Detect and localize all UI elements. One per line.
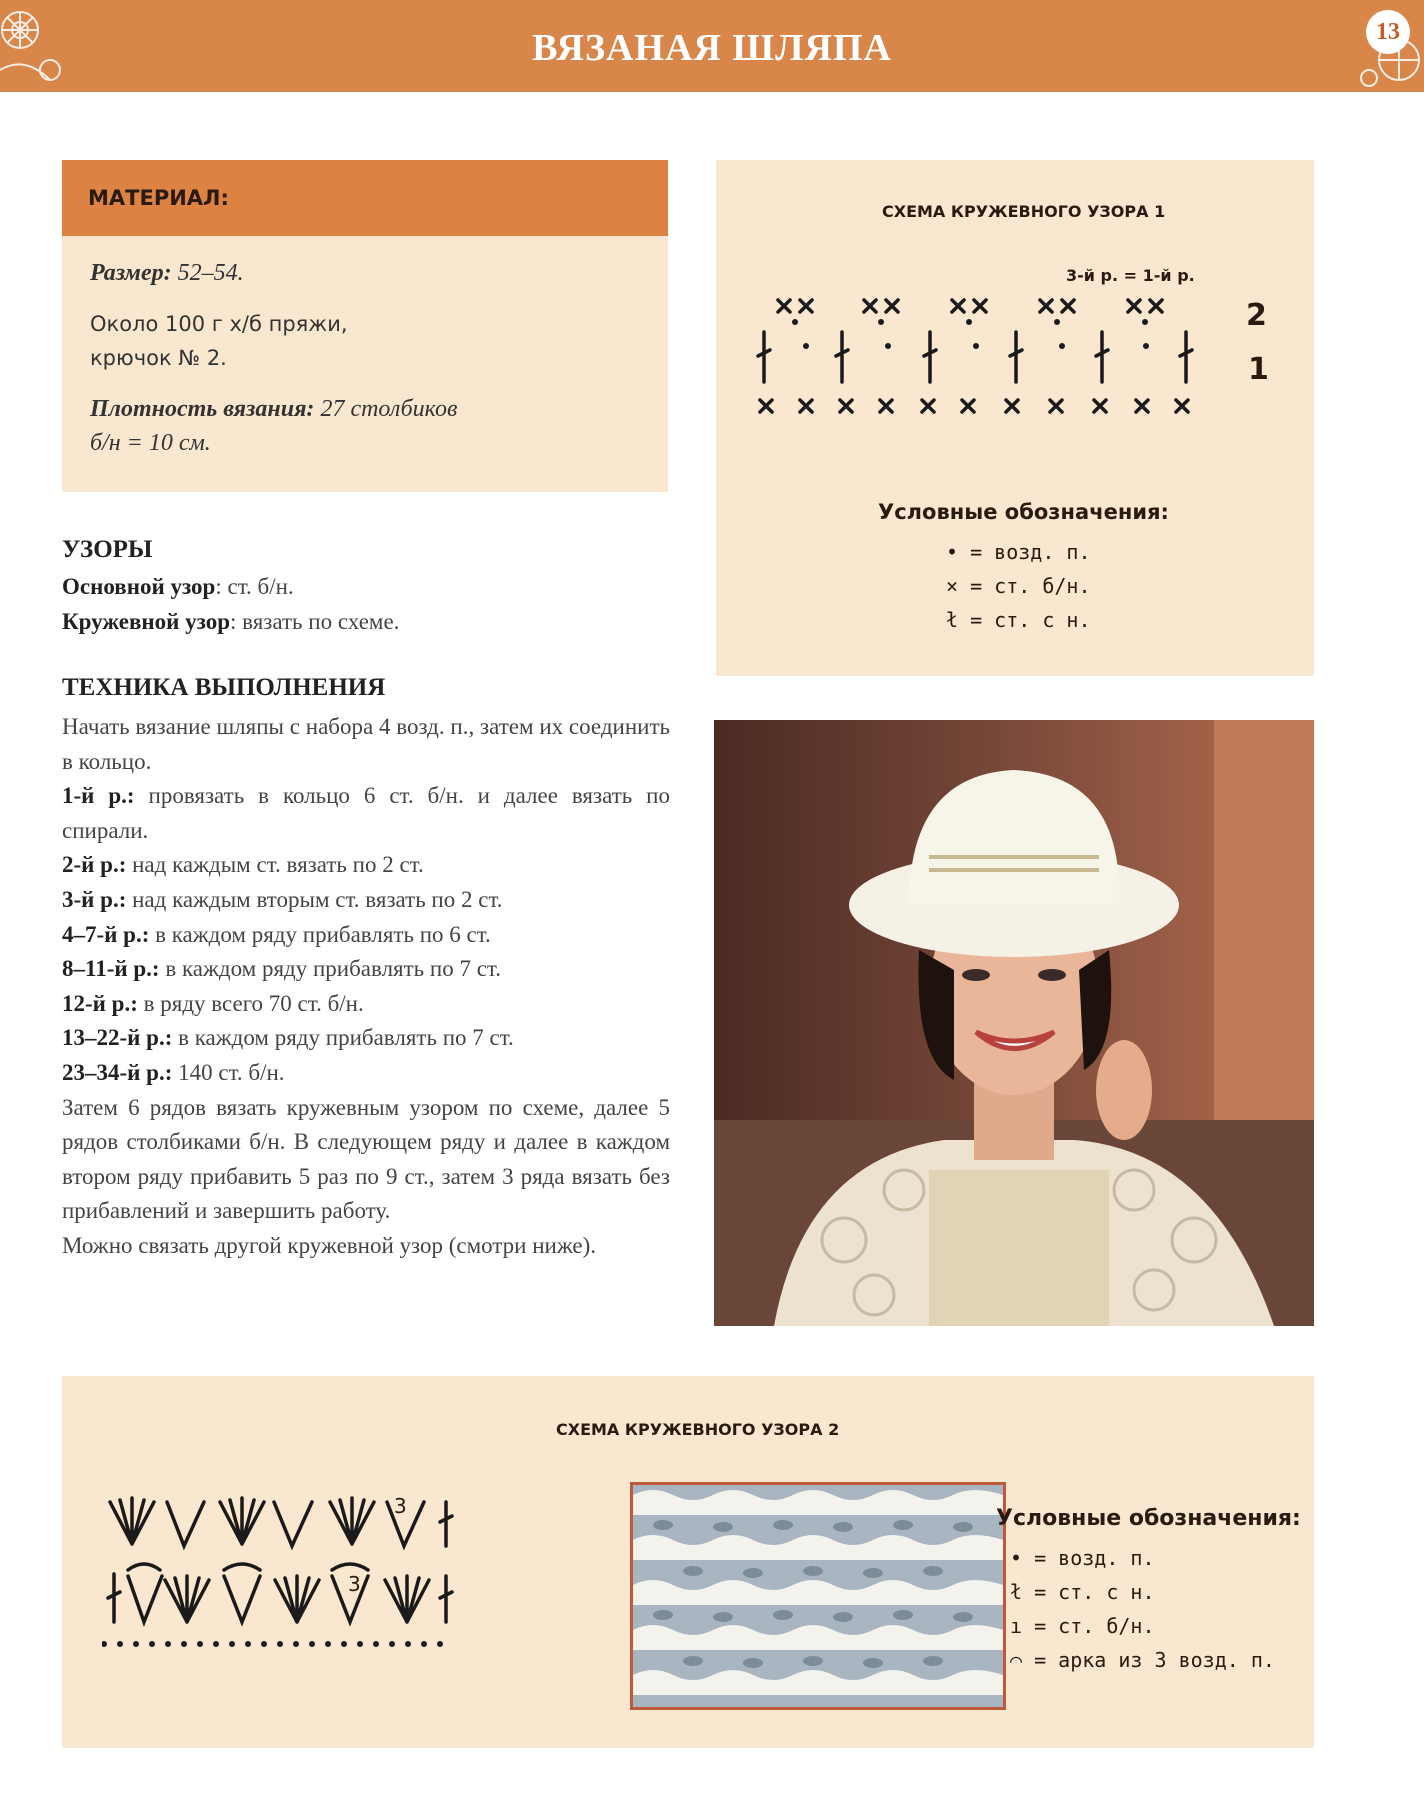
material-heading-bar xyxy=(62,160,668,236)
technique-text xyxy=(62,710,670,1264)
row-2: 2-й р.: над каждым ст. вязать по 2 ст. xyxy=(62,852,424,878)
main-pattern-line: Основной узор: ст. б/н. xyxy=(62,574,294,599)
size-line xyxy=(90,260,244,287)
lace-pattern-line: Кружевной узор: вязать по схеме. xyxy=(62,608,400,634)
page-number: 13 xyxy=(1366,10,1410,54)
arch-icon: ⌒ xyxy=(1010,1648,1023,1672)
row-8-11: 8–11-й р.: в каждом ряду прибавлять по 7 ст. xyxy=(62,956,501,982)
cross-icon: × xyxy=(946,574,959,598)
scheme-1-box xyxy=(716,160,1314,676)
row-label-1: 1 xyxy=(1248,352,1269,387)
row-4-7: 4–7-й р.: в каждом ряду прибавлять по 6 ст. xyxy=(62,921,491,947)
page-title: ВЯЗАНАЯ ШЛЯПА xyxy=(532,27,892,69)
scheme-2-mark-1: 3 xyxy=(394,1494,407,1518)
scheme-2-mark-2: 3 xyxy=(348,1572,361,1596)
legend2-item-sc: ı = ст. б/н. xyxy=(1010,1614,1155,1638)
density-line xyxy=(90,396,457,423)
technique-alt: Можно связать другой кружевной узор (смотри ниже). xyxy=(62,1232,597,1258)
legend-item-dc: ł = ст. с н. xyxy=(946,608,1091,632)
legend2-item-chain: • = возд. п. xyxy=(1010,1546,1155,1570)
density-line-2: б/н = 10 см. xyxy=(90,430,211,456)
size-value: 52–54. xyxy=(171,260,244,286)
scheme-1-row-note: 3-й р. = 1-й р. xyxy=(1066,266,1195,285)
density-value: 27 столбиков xyxy=(314,396,458,422)
material-heading: МАТЕРИАЛ: xyxy=(88,186,229,210)
size-label: Размер: xyxy=(90,260,172,286)
photo-illustration xyxy=(714,720,1314,1326)
row-23-34: 23–34-й р.: 140 ст. б/н. xyxy=(62,1059,285,1085)
swatch-texture xyxy=(633,1485,1003,1707)
scheme-1-legend-title: Условные обозначения: xyxy=(878,500,1169,524)
row-label-2: 2 xyxy=(1246,298,1267,333)
patterns-heading: УЗОРЫ xyxy=(62,536,153,563)
page-header xyxy=(0,0,1424,92)
lace-sample-swatch xyxy=(630,1482,1006,1710)
scheme-1-diagram xyxy=(746,290,1266,440)
yarn-line-2: крючок № 2. xyxy=(90,346,227,370)
row-12: 12-й р.: в ряду всего 70 ст. б/н. xyxy=(62,990,364,1016)
scheme-2-title: СХЕМА КРУЖЕВНОГО УЗОРА 2 xyxy=(556,1420,840,1439)
scheme-2-diagram xyxy=(102,1494,542,1654)
row-1: 1-й р.: провязать в кольцо 6 ст. б/н. и далее вязать по спирали. xyxy=(62,783,670,843)
row-3: 3-й р.: над каждым вторым ст. вязать по 2 ст. xyxy=(62,886,503,912)
material-box xyxy=(62,160,668,492)
legend-item-chain: • = возд. п. xyxy=(946,540,1091,564)
density-label: Плотность вязания: xyxy=(90,396,315,422)
scheme-2-legend-title: Условные обозначения: xyxy=(996,1506,1301,1531)
technique-finish: Затем 6 рядов вязать кружевным узором по схеме, далее 5 рядов столбиками б/н. В следующем ряду и далее в каждом втором ряду прибавить 5 раз по 9 ст., затем 3 ряда вязать без прибавлений и завершить работу. xyxy=(62,1094,670,1224)
treble-icon: ł xyxy=(1010,1580,1023,1604)
yarn-line-1: Около 100 г х/б пряжи, xyxy=(90,312,348,336)
legend-item-sc: × = ст. б/н. xyxy=(946,574,1091,598)
technique-heading: ТЕХНИКА ВЫПОЛНЕНИЯ xyxy=(62,674,386,701)
scheme-2-box xyxy=(62,1376,1314,1748)
dot-icon: • xyxy=(946,540,959,564)
row-13-22: 13–22-й р.: в каждом ряду прибавлять по 7 ст. xyxy=(62,1025,514,1051)
treble-icon: ł xyxy=(946,608,959,632)
legend2-item-dc: ł = ст. с н. xyxy=(1010,1580,1155,1604)
technique-intro: Начать вязание шляпы с набора 4 возд. п., затем их соединить в кольцо. xyxy=(62,714,670,774)
bar-icon: ı xyxy=(1010,1614,1023,1638)
dot-icon: • xyxy=(1010,1546,1023,1570)
model-photo xyxy=(714,720,1314,1326)
legend2-item-arch: ⌒ = арка из 3 возд. п. xyxy=(1010,1648,1275,1672)
scheme-1-title: СХЕМА КРУЖЕВНОГО УЗОРА 1 xyxy=(882,202,1166,221)
patterns-text xyxy=(62,570,670,639)
